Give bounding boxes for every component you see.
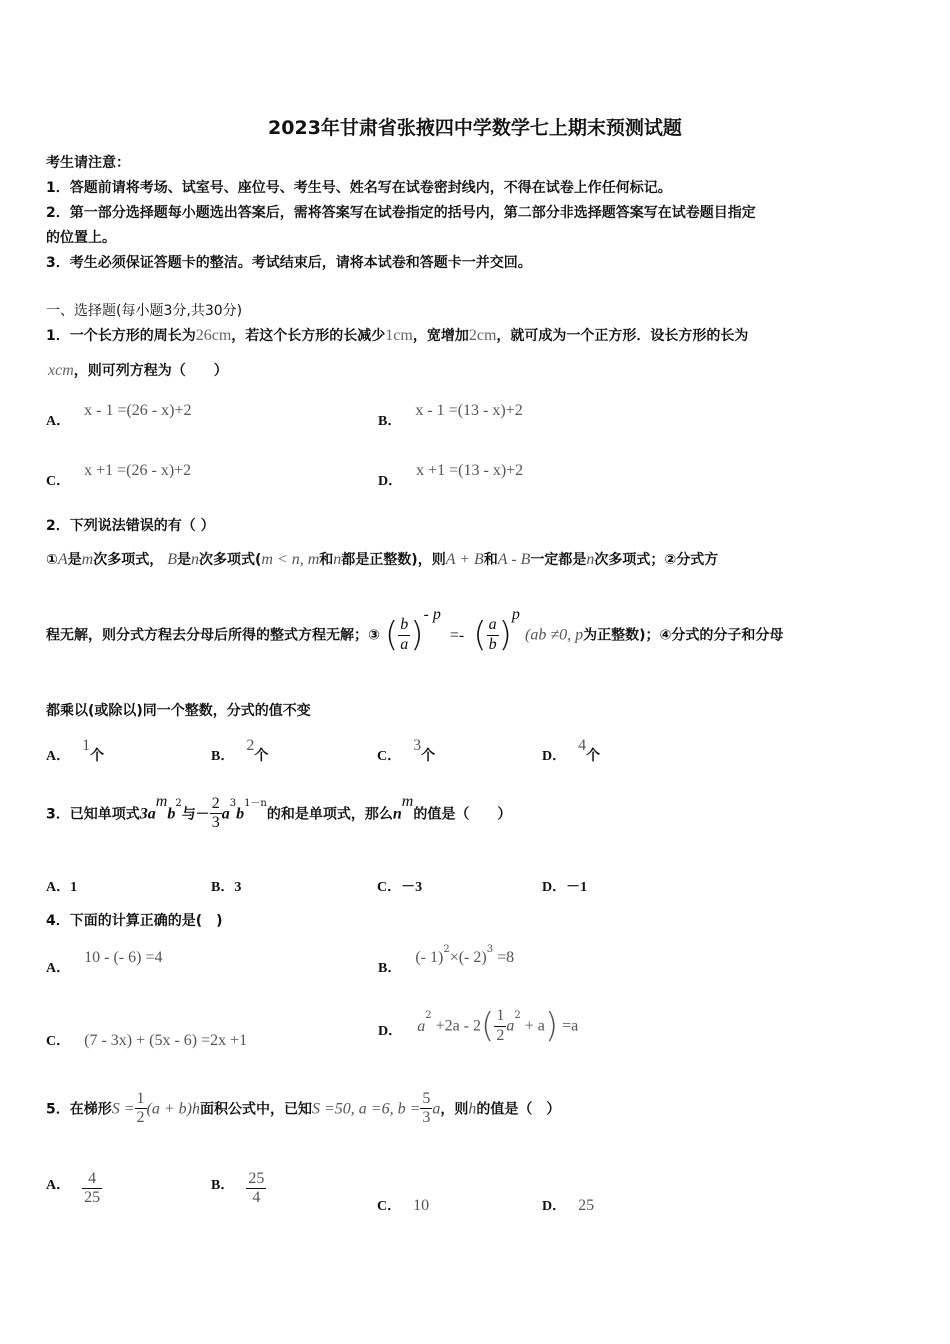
question-2-line1: ①A是m次多项式， B是n次多项式(m < n, m和n都是正整数)，则A + B和A - B一定都是n次多项式；②分式方 xyxy=(46,551,719,568)
question-2-line2: 程无解，则分式方程去分母后所得的整式方程无解；③ ( $\frac{b}{a}$ )$^{- p}$ =- ( $\frac{a}{b}$ )$^p$ (ab ≠0, p为正整数)；④分式的分子和分母 xyxy=(46,606,784,655)
question-4-stem: 4．下面的计算正确的是( ) xyxy=(46,913,223,929)
q4-option-a[interactable]: A．10 - (- 6) =4 xyxy=(46,949,163,976)
notice-item: 3．考生必须保证答题卡的整洁。考试结束后，请将本试卷和答题卡一并交回。 xyxy=(46,255,532,271)
notice-item: 1．答题前请将考场、试室号、座位号、考生号、姓名写在试卷密封线内，不得在试卷上作任何标记。 xyxy=(46,180,672,196)
question-3: 3．已知单项式$3a^mb^2$与－ $\frac{2}{3}$ $a^3b^{1-n}$的和是单项式，那么$n^m$的值是（ ） xyxy=(46,793,512,832)
q2-option-a[interactable]: A．1个 xyxy=(46,737,105,764)
q2-option-c[interactable]: C．3个 xyxy=(377,737,436,764)
question-1: 1．一个长方形的周长为26cm，若这个长方形的长减少1cm，宽增加2cm，就可成为一个正方形．设长方形的长为 xyxy=(46,327,749,344)
q5-option-b[interactable]: B． $\frac{25}{4}$ xyxy=(211,1170,265,1207)
q1-option-a[interactable]: A．x - 1 =(26 - x)+2 xyxy=(46,402,192,429)
q1-option-d[interactable]: D．x +1 =(13 - x)+2 xyxy=(378,462,524,489)
notice-heading: 考生请注意： xyxy=(46,155,130,171)
page-title: 2023年甘肃省张掖四中学数学七上期末预测试题 xyxy=(268,117,682,139)
section-heading: 一、选择题(每小题3分,共30分) xyxy=(46,303,243,319)
notice-item: 2．第一部分选择题每小题选出答案后，需将答案写在试卷指定的括号内，第二部分非选择题答案写在试卷题目指定 xyxy=(46,205,756,221)
q4-option-c[interactable]: C． (7 - 3x) + (5x - 6) =2x +1 xyxy=(46,1032,248,1049)
q3-option-c[interactable]: C．－3 xyxy=(377,880,423,895)
q3-option-d[interactable]: D．－1 xyxy=(542,880,588,895)
q3-option-b[interactable]: B．3 xyxy=(211,880,242,895)
q2-option-b[interactable]: B．2个 xyxy=(211,737,269,764)
q4-option-d[interactable]: D． $a^2 +2a - 2$( $\frac{1}{2}$ $a^2 + a) =a$ xyxy=(378,1006,579,1046)
q5-option-c[interactable]: C． 10 xyxy=(377,1197,430,1214)
question-2-stem: 2．下列说法错误的有（ ） xyxy=(46,518,215,534)
question-2-line3: 都乘以(或除以)同一个整数，分式的值不变 xyxy=(46,703,311,719)
question-5: 5．在梯形S = $\frac{1}{2}$ (a + b)h面积公式中，已知S =50, a =6, b = $\frac{5}{3}$ a，则h的值是（ ） xyxy=(46,1090,561,1127)
q4-option-b[interactable]: B．(- 1)$^2$×(- 2)$^3$ =8 xyxy=(378,943,515,976)
notice-item: 的位置上。 xyxy=(46,230,116,246)
q5-option-a[interactable]: A． $\frac{4}{25}$ xyxy=(46,1170,101,1207)
q1-option-b[interactable]: B．x - 1 =(13 - x)+2 xyxy=(378,402,523,429)
q3-option-a[interactable]: A．1 xyxy=(46,880,78,895)
q5-option-d[interactable]: D． 25 xyxy=(542,1197,595,1214)
q2-option-d[interactable]: D．4个 xyxy=(542,737,601,764)
question-1-line2: xcm，则可列方程为（ ） xyxy=(48,362,228,379)
q1-option-c[interactable]: C．x +1 =(26 - x)+2 xyxy=(46,462,192,489)
